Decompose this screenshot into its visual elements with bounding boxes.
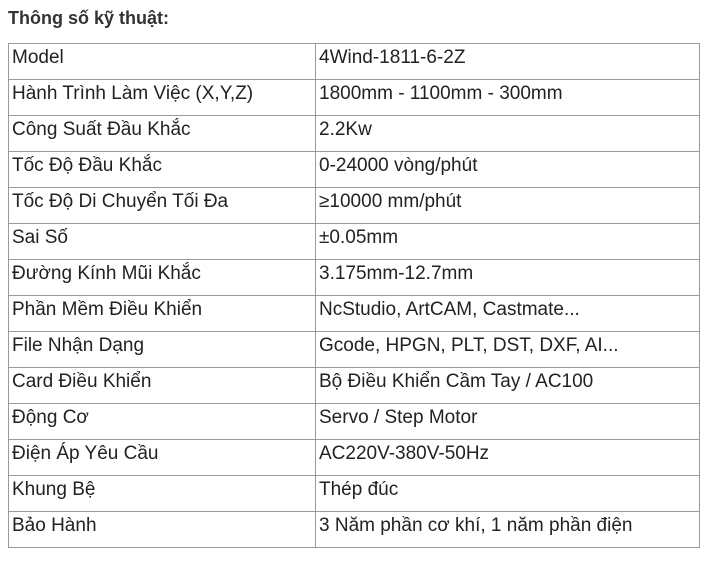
spec-value: 1800mm - 1100mm - 300mm (316, 80, 700, 116)
spec-label: Tốc Độ Di Chuyển Tối Đa (9, 188, 316, 224)
table-row (9, 332, 700, 368)
spec-label: Bảo Hành (9, 512, 316, 548)
spec-value: NcStudio, ArtCAM, Castmate... (316, 296, 700, 332)
spec-label: Sai Số (9, 224, 316, 260)
table-row (9, 512, 700, 548)
table-row (9, 368, 700, 404)
spec-value: Gcode, HPGN, PLT, DST, DXF, AI... (316, 332, 700, 368)
spec-label: File Nhận Dạng (9, 332, 316, 368)
table-row (9, 152, 700, 188)
spec-value: Servo / Step Motor (316, 404, 700, 440)
spec-value: Bộ Điều Khiển Cầm Tay / AC100 (316, 368, 700, 404)
spec-label: Phần Mềm Điều Khiển (9, 296, 316, 332)
spec-value: 0-24000 vòng/phút (316, 152, 700, 188)
section-heading: Thông số kỹ thuật: (8, 8, 169, 28)
spec-label: Hành Trình Làm Việc (X,Y,Z) (9, 80, 316, 116)
specs-table (8, 43, 700, 548)
spec-label: Công Suất Đầu Khắc (9, 116, 316, 152)
table-row (9, 80, 700, 116)
table-row (9, 260, 700, 296)
table-row (9, 404, 700, 440)
spec-value: 3.175mm-12.7mm (316, 260, 700, 296)
spec-value: AC220V-380V-50Hz (316, 440, 700, 476)
table-row (9, 296, 700, 332)
spec-label: Card Điều Khiển (9, 368, 316, 404)
table-row (9, 188, 700, 224)
spec-label: Động Cơ (9, 404, 316, 440)
spec-label: Khung Bệ (9, 476, 316, 512)
table-row (9, 440, 700, 476)
spec-value: Thép đúc (316, 476, 700, 512)
spec-value: 4Wind-1811-6-2Z (316, 44, 700, 80)
table-row (9, 116, 700, 152)
table-row (9, 224, 700, 260)
spec-label: Đường Kính Mũi Khắc (9, 260, 316, 296)
spec-label: Model (9, 44, 316, 80)
table-row (9, 44, 700, 80)
spec-label: Điện Áp Yêu Cầu (9, 440, 316, 476)
spec-value: 3 Năm phần cơ khí, 1 năm phần điện (316, 512, 700, 548)
spec-value: ±0.05mm (316, 224, 700, 260)
table-row (9, 476, 700, 512)
spec-value: ≥10000 mm/phút (316, 188, 700, 224)
spec-label: Tốc Độ Đầu Khắc (9, 152, 316, 188)
spec-value: 2.2Kw (316, 116, 700, 152)
